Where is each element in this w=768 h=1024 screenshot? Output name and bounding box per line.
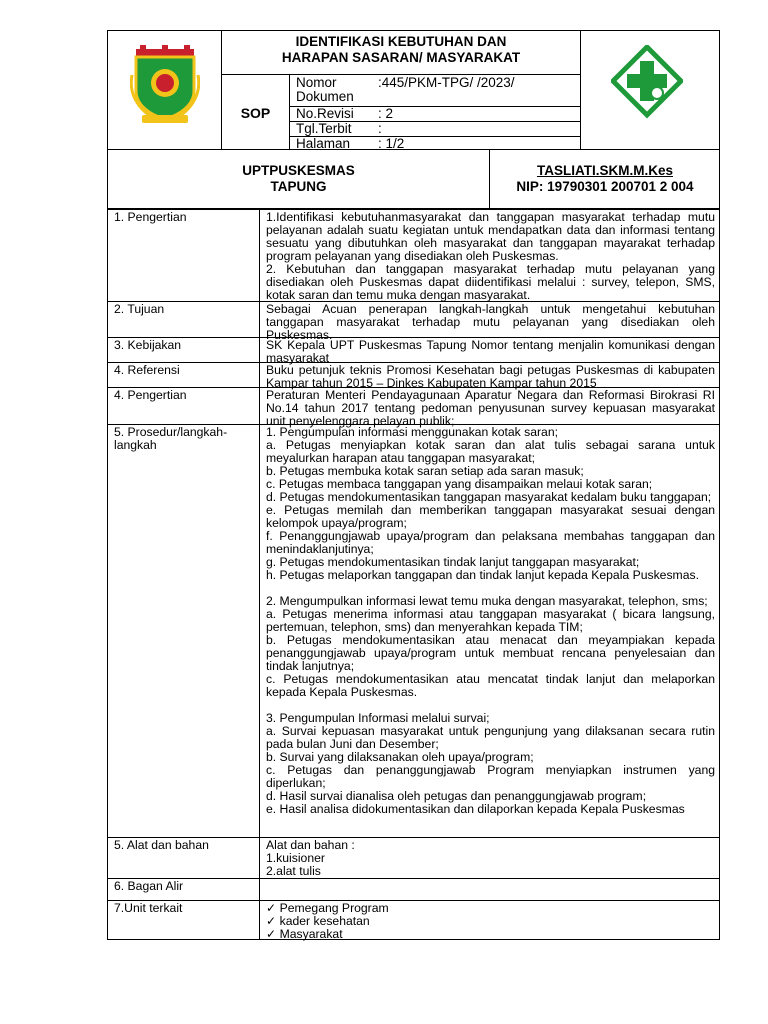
paragraph: a. Survai kepuasan masyarakat untuk pengunjung yang dilaksanan secara rutin pada bulan Juni dan Desember;	[266, 724, 715, 751]
paragraph: Sebagai Acuan penerapan langkah-langkah untuk mengetahui kebutuhan tanggapan masyarakat terhadap mutu pelayanan yang disediakan oleh Puskesmas.	[266, 302, 715, 342]
sop-label: SOP	[222, 74, 290, 150]
paragraph: 1.Identifikasi kebutuhanmasyarakat dan tanggapan masyarakat terhadap mutu pelayanan adalah suatu kegiatan untuk mendapatkan data dan informasi tentang sesuatu yang dibutuhkan oleh masyarakat dan tanggapan mayarakat terhadap program pelayanan yang disediakan oleh Puskesmas.	[266, 210, 715, 263]
puskesmas-logo-cell	[580, 31, 720, 150]
meta-value: : 2	[378, 106, 394, 121]
paragraph: SK Kepala UPT Puskesmas Tapung Nomor tentang menjalin komunikasi dengan masyarakat	[266, 338, 715, 365]
sop-row-content	[260, 425, 719, 816]
paragraph: e. Hasil analisa didokumentasikan dan dilaporkan kepada Kepala Puskesmas	[266, 802, 685, 816]
sop-row-label: 2. Tujuan	[108, 302, 260, 337]
sop-row-label: 5. Alat dan bahan	[108, 838, 260, 878]
sop-row-label: 1. Pengertian	[108, 210, 260, 301]
sop-row-label: 5. Prosedur/langkah-langkah	[108, 425, 260, 837]
paragraph: g. Petugas mendokumentasikan tindak lanjut tanggapan masyarakat;	[266, 555, 640, 569]
paragraph: b. Petugas membuka kotak saran setiap ada saran masuk;	[266, 464, 584, 478]
signer-name: TASLIATI.SKM.M.Kes	[536, 163, 673, 178]
paragraph: ✓ Pemegang Program	[266, 901, 389, 915]
sop-row-content	[260, 388, 719, 428]
unit-signature-row	[107, 150, 720, 209]
sop-row	[108, 879, 719, 901]
paragraph: h. Petugas melaporkan tanggapan dan tindak lanjut kepada Kepala Puskesmas.	[266, 568, 699, 582]
paragraph: 1.kuisioner	[266, 851, 325, 865]
kampar-district-emblem-icon	[130, 45, 200, 125]
district-logo-cell	[108, 31, 222, 150]
sop-row-label: 7.Unit terkait	[108, 901, 260, 939]
paragraph: 2.alat tulis	[266, 864, 321, 878]
paragraph: 2. Kebutuhan dan tanggapan masyarakat terhadap mutu pelayanan yang disediakan oleh Puskesmas dapat diidentifikasi melalui : survey, telepon, SMS, kotak saran dan temu muka dengan masyarakat.	[266, 262, 715, 302]
sop-row-content	[260, 838, 719, 878]
signer-block	[490, 150, 720, 208]
paragraph: ✓ kader kesehatan	[266, 914, 370, 928]
sop-row	[108, 838, 719, 879]
paragraph: 2. Mengumpulkan informasi lewat temu muka dengan masyarakat, telephon, sms;	[266, 594, 708, 608]
meta-value: : 1/2	[378, 136, 405, 151]
document-meta	[290, 74, 580, 150]
title-line-1: IDENTIFIKASI KEBUTUHAN DAN	[295, 34, 507, 49]
meta-key: Nomor Dokumen	[296, 75, 354, 104]
meta-row-tgl-terbit	[290, 122, 580, 137]
paragraph: f. Penanggungjawab upaya/program dan pelaksana membahas tanggapan dan menindaklanjutinya;	[266, 529, 715, 556]
paragraph: Alat dan bahan :	[266, 838, 355, 852]
sop-row-content	[260, 302, 719, 342]
paragraph: d. Petugas mendokumentasikan tanggapan masyarakat kedalam buku tanggapan;	[266, 490, 712, 504]
paragraph: a. Petugas menyiapkan kotak saran dan alat tulis sebagai sarana untuk meyalurkan harapan atau tanggapan masyarakat;	[266, 438, 715, 465]
meta-row-nomor	[290, 75, 580, 107]
paragraph: c. Petugas mendokumentasikan atau mencatat tindak lanjut dan melaporkan kepada Kepala Puskesmas.	[266, 672, 715, 699]
sop-row	[108, 363, 719, 388]
sop-row	[108, 338, 719, 363]
meta-value: :	[378, 121, 382, 136]
paragraph: Buku petunjuk teknis Promosi Kesehatan bagi petugas Puskesmas di kabupaten Kampar tahun 2015 – Dinkes Kabupaten Kampar tahun 2015	[266, 363, 715, 390]
sop-row	[108, 425, 719, 838]
meta-key: Halaman	[296, 136, 351, 151]
sop-row-content	[260, 338, 719, 365]
sop-row-label: 6. Bagan Alir	[108, 879, 260, 900]
paragraph: d. Hasil survai dianalisa oleh petugas dan penanggungjawab program;	[266, 789, 647, 803]
paragraph: 3. Pengumpulan Informasi melalui survai;	[266, 711, 490, 725]
sop-row-content	[260, 879, 719, 880]
puskesmas-logo-icon	[611, 45, 683, 125]
signer-nip: NIP: 19790301 200701 2 004	[516, 179, 694, 194]
paragraph: 1. Pengumpulan informasi menggunakan kotak saran;	[266, 425, 559, 439]
meta-row-revisi	[290, 107, 580, 122]
paragraph: a. Petugas menerima informasi atau tanggapan masyarakat ( bicara langsung, pertemuan, telephon, sms) dan menyerahkan kepada TIM;	[266, 607, 715, 634]
meta-key: No.Revisi	[296, 106, 354, 121]
sop-row	[108, 901, 719, 939]
unit-name	[108, 150, 490, 208]
sop-body-table	[107, 209, 720, 940]
unit-line-1: UPTPUSKESMAS	[242, 163, 355, 178]
paragraph: c. Petugas dan penanggungjawab Program menyiapkan instrumen yang diperlukan;	[266, 763, 715, 790]
sop-row-content	[260, 901, 719, 941]
meta-key: Tgl.Terbit	[296, 121, 352, 136]
sop-row	[108, 388, 719, 428]
sop-row	[108, 302, 719, 342]
paragraph: b. Petugas mendokumentasikan atau menacat dan meyampiakan kepada penanggungjawab upaya/program untuk membuat rencana penyelesaian dan tindak lanjutnya;	[266, 633, 715, 673]
sop-row-content	[260, 210, 719, 302]
meta-row-halaman	[290, 137, 580, 151]
meta-value: :445/PKM-TPG/ /2023/	[378, 75, 515, 90]
paragraph: b. Survai yang dilaksanakan oleh upaya/program;	[266, 750, 534, 764]
sop-row-label: 4. Pengertian	[108, 388, 260, 424]
document-title	[222, 31, 580, 74]
paragraph: ✓ Masyarakat	[266, 927, 343, 941]
title-line-2: HARAPAN SASARAN/ MASYARAKAT	[281, 50, 521, 65]
sop-row-label: 3. Kebijakan	[108, 338, 260, 362]
paragraph: c. Petugas membaca tanggapan yang disampaikan melaui kotak saran;	[266, 477, 653, 491]
sop-row	[108, 210, 719, 302]
document-header	[107, 30, 720, 150]
paragraph: Peraturan Menteri Pendayagunaan Aparatur Negara dan Reformasi Birokrasi RI No.14 tahun 2017 tentang pedoman penyusunan survey kepuasan masyarakat unit penyelenggara pelayan publik;	[266, 388, 715, 428]
sop-row-content	[260, 363, 719, 390]
sop-row-label: 4. Referensi	[108, 363, 260, 387]
unit-line-2: TAPUNG	[270, 179, 327, 194]
paragraph: e. Petugas memilah dan memberikan tanggapan masyarakat sesuai dengan kelompok upaya/program;	[266, 503, 715, 530]
